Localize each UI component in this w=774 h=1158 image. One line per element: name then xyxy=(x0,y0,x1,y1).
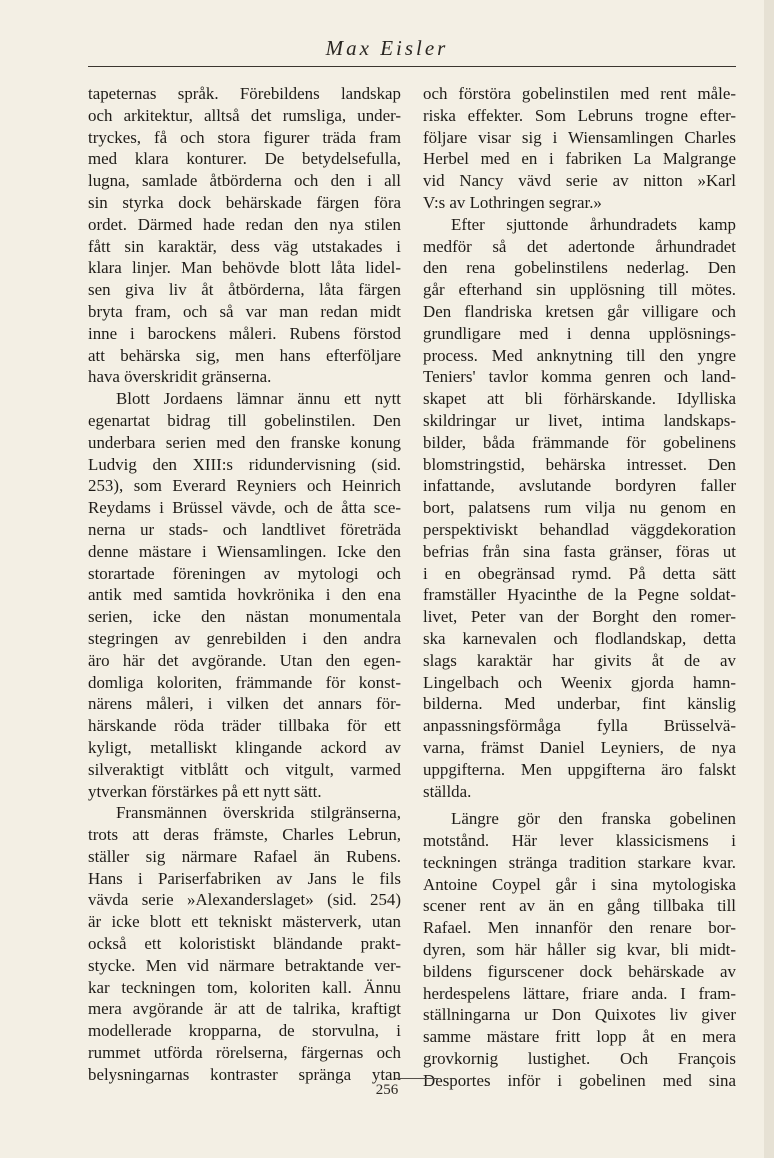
text-line: dyren, som här håller sig kvar, bli midt- xyxy=(423,940,736,960)
text-line: tapeternas språk. Förebildens landskap xyxy=(88,84,401,103)
text-line: 253), som Everard Reyniers och Heinrich xyxy=(88,476,401,496)
text-line: Fransmännen överskrida stilgränserna, xyxy=(116,803,401,823)
text-line: Ludvig den XIII:s ridundervisning (sid. xyxy=(88,454,401,474)
text-line: närens måleri, i vilken det annars för- xyxy=(88,694,401,714)
text-line: Efter sjuttonde århundradets kamp xyxy=(451,214,736,234)
text-line: storartade föreningen av mytologi och xyxy=(88,563,401,583)
text-line: motstånd. Här lever klassicismens i xyxy=(423,831,736,851)
text-line: ska karnevalen och flodlandskap, detta xyxy=(423,628,736,648)
text-line: domliga koloriten, främmande för konst- xyxy=(88,672,401,692)
text-line: följare visar sig i Wiensamlingen Charles xyxy=(423,127,736,147)
text-line: den rena gobelinstilens nederlag. Den xyxy=(423,258,736,278)
text-line: slags karaktär har givits åt de av xyxy=(423,650,736,670)
text-line: fått sin karaktär, dess väg utstakades i xyxy=(88,236,401,256)
text-line: vid Nancy vävd serie av nitton »Karl xyxy=(423,171,736,191)
text-line: V:s av Lothringen segrar.» xyxy=(423,192,602,212)
text-line: kar teckningen tom, koloriten kall. Ännu xyxy=(88,977,401,997)
text-line: Teniers' tavlor komma genren och land- xyxy=(423,367,736,387)
text-line: trots att deras främste, Charles Lebrun, xyxy=(88,825,401,845)
text-line: Blott Jordaens lämnar ännu ett nytt xyxy=(116,389,401,409)
text-line: perspektiviskt behandlad väggdekoration xyxy=(423,519,736,539)
text-line: bildens figurscener dock behärskade av xyxy=(423,961,736,981)
header-rule xyxy=(88,66,736,67)
page-number: 256 xyxy=(375,1082,399,1098)
text-line: Den flandriska kretsen går villigare och xyxy=(423,301,736,321)
text-line: ställer sig närmare Rafael än Rubens. xyxy=(88,846,401,866)
page-edge-shadow xyxy=(764,0,774,1158)
text-line: belysningarnas kontraster spränga ytan xyxy=(88,1064,401,1084)
text-line: modellerade kropparna, de storvulna, i xyxy=(88,1021,401,1041)
text-line: underbara serien med den franske konung xyxy=(88,432,401,452)
text-line: nerna ur stads- och landtlivet företräda xyxy=(88,519,401,539)
text-line: blomstringstid, behärska intresset. Den xyxy=(423,454,736,474)
text-line: egenartat bidrag till gobelinstilen. Den xyxy=(88,410,401,430)
text-line: äro här det avgörande. Utan den egen- xyxy=(88,650,401,670)
right-text-column xyxy=(423,83,736,1092)
running-head-author: Max Eisler xyxy=(325,36,449,60)
text-line: skapet att bli förhärskande. Idylliska xyxy=(423,389,736,409)
folio-rule xyxy=(395,1078,439,1079)
text-line: rummet utförda rörelserna, färgernas och xyxy=(88,1043,401,1063)
text-line: process. Med anknytning till den yngre xyxy=(423,345,736,365)
text-line: antik med samtida hovkrönika i den ena xyxy=(88,585,401,605)
text-line: bort, palatsens rum vilja nu genom en xyxy=(423,498,736,518)
text-line: riska effekter. Som Lebruns trogne efter- xyxy=(423,105,736,125)
text-line: vävda serie »Alexanderslaget» (sid. 254) xyxy=(88,890,401,910)
text-line: Herbel med en i fabriken La Malgrange xyxy=(423,149,736,169)
text-line: Längre gör den franska gobelinen xyxy=(451,809,736,829)
text-line: denne mästare i Wiensamlingen. Icke den xyxy=(88,541,401,561)
text-line: bryta fram, och så var man redan midt xyxy=(88,301,401,321)
text-line: härskande röda träder tillbaka för ett xyxy=(88,716,401,736)
text-line: ställningarna ur Don Quixotes liv giver xyxy=(423,1005,736,1025)
text-line: också ett koloristiskt bländande prakt- xyxy=(88,934,401,954)
text-line: varna, främst Daniel Leyniers, de nya xyxy=(423,737,736,757)
text-line: i en obegränsad rymd. På detta sätt xyxy=(423,563,736,583)
text-line: sen giva liv åt åtbörderna, låta färgen xyxy=(88,280,401,300)
text-line: infattande, avslutande bordyren faller xyxy=(423,476,736,496)
text-line: kyligt, metalliskt klingande ackord av xyxy=(88,737,401,757)
text-line: anpassningsförmåga fylla Brüsselvä- xyxy=(423,716,736,736)
text-line: sin styrka dock behärskade färgen föra xyxy=(88,192,401,212)
text-line: mera avgörande är att de talrika, kraftigt xyxy=(88,999,401,1019)
text-line: herdespelens lättare, friare anda. I fram- xyxy=(423,983,736,1003)
text-line: bilderna. Med underbar, fint känslig xyxy=(423,694,736,714)
text-line: ytverkan förstärkes på ett nytt sätt. xyxy=(88,781,322,801)
text-line: uppgifterna. Men uppgifterna äro falskt xyxy=(423,759,736,779)
text-line: går efterhand sin upplösning till mötes. xyxy=(423,280,736,300)
text-line: silveraktigt vitblått och vitgult, varmed xyxy=(88,759,401,779)
text-line: skildringar ur livet, intima landskaps- xyxy=(423,410,736,430)
left-text-column xyxy=(88,83,401,1086)
text-line: samme mästare fritt lopp åt en mera xyxy=(423,1027,736,1047)
text-line: Hans i Pariserfabriken av Jans le fils xyxy=(88,868,401,888)
text-line: bilder, båda främmande för gobelinens xyxy=(423,432,736,452)
text-line: Reydams i Brüssel vävde, och de åtta sce- xyxy=(88,498,401,518)
text-line: ordet. Därmed hade redan den nya stilen xyxy=(88,214,401,234)
text-line: stegringen av genrebilden i den andra xyxy=(88,628,401,648)
text-line: hava överskridit gränserna. xyxy=(88,367,272,387)
text-line: ställda. xyxy=(423,781,472,801)
text-line: klara linjer. Man behövde blott låta lidel- xyxy=(88,258,401,278)
text-line: medför så det adertonde århundradet xyxy=(423,236,736,256)
text-line: med klara konturer. De betydelsefulla, xyxy=(88,149,401,169)
text-line: livet, Peter van der Borght den romer- xyxy=(423,607,736,627)
text-line: teckningen stränga tradition starkare kvar. xyxy=(423,852,736,872)
text-line: serien, icke den nästan monumentala xyxy=(88,607,401,627)
text-line: Lingelbach och Weenix gjorda hamn- xyxy=(423,672,736,692)
text-line: framställer Hyacinthe de la Pegne soldat- xyxy=(423,585,736,605)
text-line: Desportes inför i gobelinen med sina xyxy=(423,1070,736,1090)
text-line: stycke. Men vid närmare betraktande ver- xyxy=(88,955,401,975)
text-line: scener rent av än en gång tillbaka till xyxy=(423,896,736,916)
text-line: grundligare med i denna upplösnings- xyxy=(423,323,736,343)
text-line: Rafael. Men innanför den renare bor- xyxy=(423,918,736,938)
text-line: och arkitektur, alltså det rumsliga, under- xyxy=(88,105,401,125)
text-line: och förstöra gobelinstilen med rent måle- xyxy=(423,84,736,103)
text-line: inne i barockens måleri. Rubens förstod xyxy=(88,323,401,343)
text-line: Antoine Coypel går i sina mytologiska xyxy=(423,874,736,894)
text-line: att behärska sig, men hans efterföljare xyxy=(88,345,401,365)
text-line: grovkornig lustighet. Och François xyxy=(423,1049,736,1069)
text-line: är icke blott ett tekniskt mästerverk, utan xyxy=(88,912,401,932)
text-line: befrias från sina fasta gränser, föras ut xyxy=(423,541,736,561)
text-line: tryckes, få och stora figurer träda fram xyxy=(88,127,401,147)
text-line: lugna, samlade åtbörderna och den i all xyxy=(88,171,401,191)
